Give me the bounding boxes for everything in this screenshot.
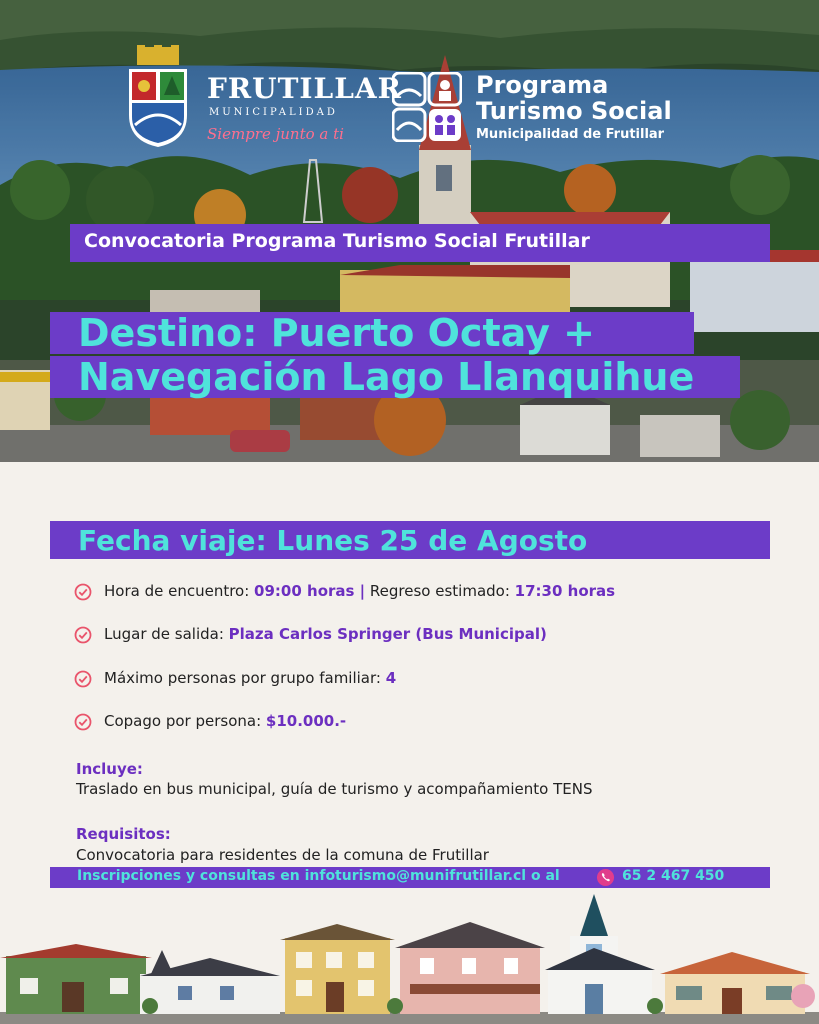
includes-text: Traslado en bus municipal, guía de turismo y acompañamiento TENS [76,780,593,798]
municipality-subtitle: MUNICIPALIDAD [209,107,338,118]
destination-banner-1 [50,312,694,354]
municipal-crest-icon [125,45,191,147]
call-title: Convocatoria Programa Turismo Social Frutillar [84,230,590,252]
detail-copay [74,711,694,735]
destination-line1: Destino: Puerto Octay + [78,311,595,355]
meeting-time: 09:00 horas | [254,582,366,600]
check-circle-icon [74,670,92,688]
program-emblem-icon [392,72,462,142]
return-label: Regreso estimado: [365,582,515,600]
detail-max-persons [74,668,694,692]
departure-place: Plaza Carlos Springer (Bus Municipal) [228,625,547,643]
program-title-line1: Programa [476,71,609,99]
phone-icon [596,868,615,887]
max-value: 4 [385,669,397,687]
contact-text: Inscripciones y consultas en infoturismo@munifrutillar.cl o al [77,868,560,884]
trip-date-banner [50,521,770,559]
destination-line2: Navegación Lago Llanquihue [78,355,695,399]
departure-label: Lugar de salida: [104,625,229,643]
program-logo [392,72,702,152]
municipality-logo [125,45,402,155]
detail-meeting [74,581,694,605]
destination-banner-2 [50,356,740,398]
max-label: Máximo personas por grupo familiar: [104,669,386,687]
requirements-text: Convocatoria para residentes de la comuna de Frutillar [76,846,489,864]
check-circle-icon [74,583,92,601]
check-circle-icon [74,713,92,731]
houses-illustration [0,886,819,1024]
call-title-banner [70,224,770,262]
detail-departure [74,624,694,648]
hero-photo [0,0,819,462]
meeting-label: Hora de encuentro: [104,582,255,600]
contact-banner [50,867,770,888]
contact-phone: 65 2 467 450 [622,868,725,884]
copay-label: Copago por persona: [104,712,266,730]
program-title-line3: Municipalidad de Frutillar [476,127,665,142]
check-circle-icon [74,626,92,644]
trip-date: Fecha viaje: Lunes 25 de Agosto [78,524,588,557]
municipality-name: FRUTILLAR [207,72,402,105]
requirements-title: Requisitos: [76,825,171,843]
program-title-line2: Turismo Social [476,97,672,125]
municipality-slogan: Siempre junto a ti [207,125,344,143]
includes-title: Incluye: [76,760,143,778]
copay-value: $10.000.- [265,712,347,730]
return-time: 17:30 horas [514,582,616,600]
